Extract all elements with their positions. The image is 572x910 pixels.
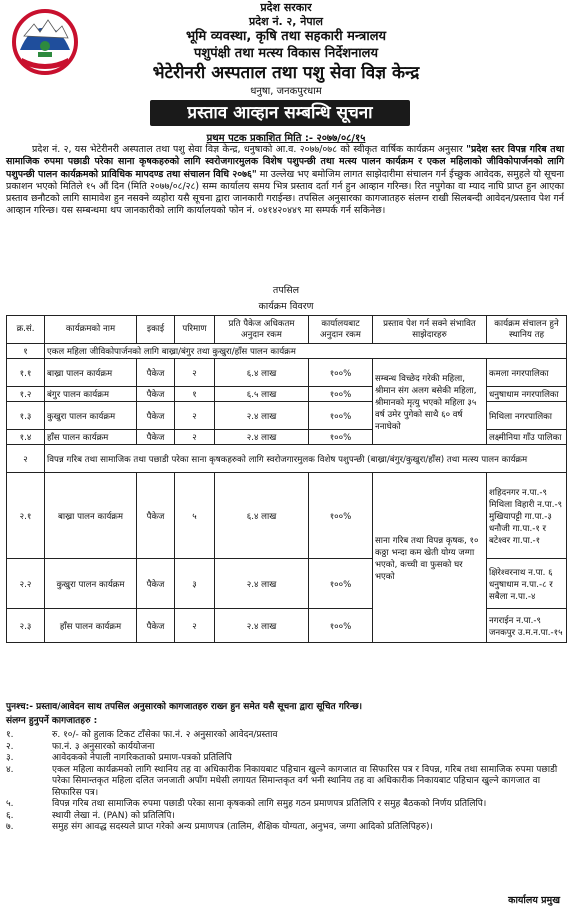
th-sn: क्र.सं. (7, 316, 45, 344)
footer-note-text: पुनश्च:- प्रस्ताव/आवेदन साथ तपसिल अनुसारको कागजातहरु राख्न हुन समेत यसै सूचना द्वारा सूचित गरिन्छ। (6, 702, 363, 712)
row-qty: २ (175, 402, 215, 430)
row-percent: १००% (309, 430, 373, 445)
table-row (7, 473, 567, 559)
table-row (7, 359, 567, 387)
th-partners: प्रस्ताव पेश गर्न सक्ने संभावित साझेदारहरु (373, 316, 487, 344)
list-item-text: रु. १०/- को हुलाक टिकट टाँसेका फा.नं. २ अनुसारको आवेदन/प्रस्ताव (52, 730, 278, 740)
row-qty: २ (175, 609, 215, 643)
row-percent: १००% (309, 387, 373, 402)
intro-part-a: प्रदेश नं. २, यस भेटेरीनरी अस्पताल तथा पशु सेवा विज्ञ केन्द्र, धनुषाको आ.व. २०७७/०७८ को स्वीकृत वार्षिक कार्यक्रम अनुसार (32, 144, 467, 155)
row-local-level: क्षिरेश्वरनाथ न.पा. ६ धनुषाधाम न.पा.-८ र सबैला न.पा.-४ (487, 559, 567, 609)
group-partners: सम्बन्ध विच्छेद गरेकी महिला, श्रीमान संग अलग बसेकी महिला, श्रीमानको मृत्यु भएको महिला ३५ वर्ष उमेर पुगेको साथै ६० वर्ष ननाघेको (373, 359, 487, 445)
tapasil-label: तपसिल (272, 285, 300, 296)
row-qty: ५ (175, 473, 215, 559)
row-unit: पैकेज (137, 473, 175, 559)
header-office-name: भेटेरीनरी अस्पताल तथा पशु सेवा विज्ञ केन्द्र (152, 63, 420, 83)
list-item-text: स्थायी लेखा नं. (PAN) को प्रतिलिपि। (52, 810, 175, 821)
list-item (6, 753, 562, 765)
row-unit: पैकेज (137, 387, 175, 402)
row-max-grant: ६.४ लाख (215, 473, 309, 559)
table-title: कार्यक्रम विवरण (258, 301, 314, 312)
th-local-level: कार्यक्रम संचालन हुने स्थानिय तह (487, 316, 567, 344)
publish-date: प्रथम पटक प्रकाशित मिति :- २०७७/०८/१५ (206, 133, 366, 144)
row-sn: १.३ (7, 402, 45, 430)
list-item-text: विपन्न गरिब तथा सामाजिक रुपमा पछाडी परेका साना कृषकको लागि समुह गठन प्रमाणपत्र प्रतिलिपि र समुह बैठकको निर्णय प्रतिलिपि। (52, 799, 487, 809)
row-qty: ३ (175, 559, 215, 609)
list-item (6, 742, 562, 754)
program-table (6, 315, 567, 643)
docs-title (6, 716, 562, 728)
list-item-number: ५. (6, 799, 14, 809)
row-qty: २ (175, 430, 215, 445)
table-row (7, 445, 567, 473)
intro-part-c: मा उल्लेख भए बमोजिम लागत साझेदारीमा संचालन गर्न ईच्छुक आवेदक, समुहले यो सूचना प्रकाशन भएको मितिले १५ औं दिन (मिति २०७७/०८/२८) सम्म कार्यालय समय भित्र प्रस्ताव दर्ता गर्न हुन आव्हान गरिन्छ। रित नपुगेका वा म्याद नाघि प्राप्त हुन आएका प्रस्ताव छनौटको लागि सामावेश हुन नसक्ने व्यहोरा यसै सूचना द्वारा जानकारी गराईन्छ। तपसिल अनुसारका कागजातहरु संलग्न राखी सिलबन्दी आवेदन/प्रस्ताव पेश गर्न आव्हान गरिन्छ। यस सम्बन्धमा थप जानकारीको लागि कार्यालयको फोन नं. ०४१४२०४४९ मा सम्पर्क गर्न सकिनेछ। (6, 168, 564, 217)
list-item-number: ७. (6, 822, 14, 832)
row-unit: पैकेज (137, 402, 175, 430)
row-local-level: नगराईन न.पा.-९ जनकपुर उ.म.न.पा.-१५ (487, 609, 567, 643)
row-sn: २.१ (7, 473, 45, 559)
intro-paragraph (6, 144, 564, 218)
row-max-grant: २.४ लाख (215, 609, 309, 643)
list-item (6, 799, 562, 811)
row-unit: पैकेज (137, 430, 175, 445)
row-local-level: मिथिला नगरपालिका (487, 402, 567, 430)
list-item (6, 730, 562, 742)
list-item-text: फा.नं. ३ अनुसारको कार्ययोजना (52, 741, 155, 752)
row-percent: १००% (309, 559, 373, 609)
table-header-row (7, 316, 567, 344)
row-percent: १००% (309, 473, 373, 559)
header-directorate: पशुपंक्षी तथा मत्स्य विकास निर्देशनालय (193, 46, 378, 61)
row-max-grant: २.४ लाख (215, 402, 309, 430)
row-percent: १००% (309, 402, 373, 430)
header-province-no: प्रदेश नं. २, नेपाल (249, 15, 323, 28)
row-max-grant: २.४ लाख (215, 430, 309, 445)
list-item-number: ६. (6, 810, 14, 821)
th-max-grant: प्रति पैकेज अधिकतम अनुदान रकम (215, 316, 309, 344)
header-province-govt: प्रदेश सरकार (260, 1, 312, 14)
row-name: कुखुरा पालन कार्यक्रम (45, 402, 137, 430)
list-item-text: एकल महिला कार्यक्रमको लागि स्थानिय तह वा अधिकारीक निकायबाट पहिचान खुल्ने कागजात वा सिफारिस पत्र र विपन्न, गरिब तथा सामाजिक रुपमा पछाडी परेका सिमान्तकृत महिला दलित जनजाती अपाँग मधेसी लगायत सिमान्तकृत वर्ग भनी स्थानिय तह वा अधिकारीक निकायबाट पहिचान खुल्ने कागजात वा सिफारिस पत्र। (52, 764, 558, 798)
footer-note (6, 702, 562, 714)
intro-part-b: "प्रदेश स्तर विपन्न गरिब तथा सामाजिक रुपमा पछाडी परेका साना कृषकहरुको लागि स्वरोजगारमुलक विशेष पशुपन्छी तथा मत्स्य पालन कार्यक्रम र एकल महिलाको जीविकोपार्जनको लागि पशुपन्छी पालन कार्यक्रमको प्राविधिक मापदण्ड तथा संचालन विधि २०७६" (6, 144, 564, 180)
row-sn: १.४ (7, 430, 45, 445)
signature-office-chief: कार्यालय प्रमुख (508, 895, 560, 906)
row-sn: २.२ (7, 559, 45, 609)
list-item (6, 822, 562, 834)
group-title: एकल महिला जीविकोपार्जनको लागि बाख्रा/बंगुर तथा कुखुरा/हाँस पालन कार्यक्रम (45, 344, 567, 359)
row-local-level: लक्ष्मीनिया गाँउ पालिका (487, 430, 567, 445)
th-unit: इकाई (137, 316, 175, 344)
list-item-number: १. (6, 730, 14, 740)
row-unit: पैकेज (137, 609, 175, 643)
row-unit: पैकेज (137, 359, 175, 387)
docs-list (6, 730, 562, 834)
list-item-text: समुह संग आवद्ध सदस्यले प्राप्त गरेको अन्य प्रमाणपत्र (तालिम, शैक्षिक योग्यता, अनुभव, जग्गा आदिको प्रतिलिपिहरु)। (52, 822, 433, 832)
row-qty: १ (175, 387, 215, 402)
list-item-number: ४. (6, 764, 14, 775)
row-name: बंगुर पालन कार्यक्रम (45, 387, 137, 402)
list-item (6, 811, 562, 823)
table-row (7, 344, 567, 359)
notice-title-banner: प्रस्ताव आव्हान सम्बन्धि सूचना (150, 100, 410, 126)
row-percent: १००% (309, 359, 373, 387)
row-name: हाँस पालन कार्यक्रम (45, 609, 137, 643)
header-ministry: भूमि व्यवस्था, कृषि तथा सहकारी मन्त्रालय (185, 29, 387, 44)
row-name: बाख्रा पालन कार्यक्रम (45, 359, 137, 387)
list-item-number: २. (6, 741, 14, 752)
row-name: बाख्रा पालन कार्यक्रम (45, 473, 137, 559)
row-max-grant: ६.५ लाख (215, 387, 309, 402)
row-max-grant: ६.४ लाख (215, 359, 309, 387)
row-name: कुखुरा पालन कार्यक्रम (45, 559, 137, 609)
header-address: धनुषा, जनकपुरधाम (250, 86, 322, 97)
row-qty: २ (175, 359, 215, 387)
th-quantity: परिमाण (175, 316, 215, 344)
th-office-grant: कार्यालयबाट अनुदान रकम (309, 316, 373, 344)
row-local-level: धनुषाधाम नगरपालिका (487, 387, 567, 402)
group-partners: साना गरिब तथा विपन्न कृषक, १० कठ्ठा भन्दा कम खेती योग्य जग्गा भएको, कच्ची वा फुसको घर भएको (373, 473, 487, 643)
docs-title-text: संलग्न हुनुपर्ने कागजातहरु : (6, 716, 98, 726)
row-local-level: शहिदनगर न.पा.-९ मिथिला विहारी न.पा.-९ मुखियापट्टी गा.पा.-३ धनौजी गा.पा.-१ र बटेश्वर गा.पा.-१ (487, 473, 567, 559)
list-item-number: ३. (6, 753, 14, 763)
group-title: विपन्न गरिब तथा सामाजिक तथा पछाडी परेका साना कृषकहरुको लागि स्वरोजगारमुलक विशेष पशुपन्छी (बाख्रा/बंगुर/कुखुरा/हाँस) तथा मत्स्य पालन कार्यक्रम (45, 445, 567, 473)
row-sn: १.१ (7, 359, 45, 387)
row-name: हाँस पालन कार्यक्रम (45, 430, 137, 445)
group-sn: २ (7, 445, 45, 473)
list-item-text: आवेदकको नेपाली नागरिकताको प्रमाण-पत्रको प्रतिलिपि (52, 753, 232, 763)
list-item (6, 765, 562, 800)
row-unit: पैकेज (137, 559, 175, 609)
row-sn: १.२ (7, 387, 45, 402)
row-local-level: कमला नगरपालिका (487, 359, 567, 387)
th-program-name: कार्यक्रमको नाम (45, 316, 137, 344)
row-percent: १००% (309, 609, 373, 643)
row-sn: २.३ (7, 609, 45, 643)
row-max-grant: २.४ लाख (215, 559, 309, 609)
group-sn: १ (7, 344, 45, 359)
